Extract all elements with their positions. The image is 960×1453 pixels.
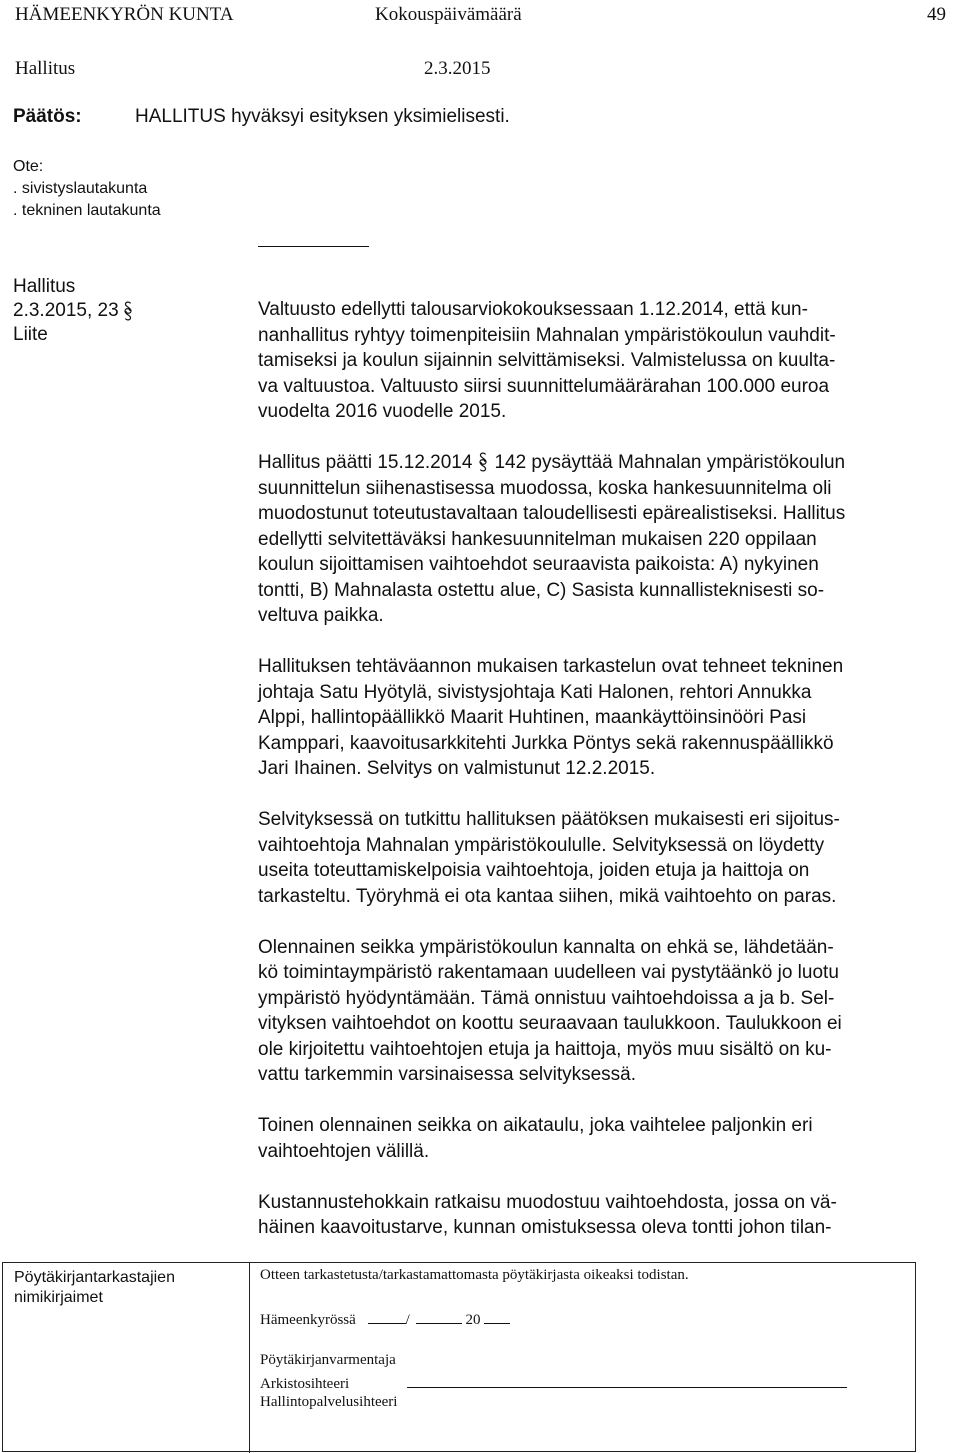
text-line: ole kirjoitettu vaihtoehtojen etuja ja haittoja, myös muu sisältö on ku-	[258, 1038, 832, 1060]
footer-box	[2, 1262, 916, 1452]
text-line: vaihtoehtoja Mahnalan ympäristökoululle. Selvityksessä on löydetty	[258, 834, 825, 856]
item-reference	[13, 299, 133, 323]
text-line: suunnittelun siihenastisessa muodossa, koska hankesuunnitelma oli	[258, 477, 832, 499]
admin-secretary-label: Hallintopalvelusihteeri	[260, 1394, 398, 1410]
body-text	[258, 297, 952, 1241]
text-line: vattu tarkemmin varsinaisessa selvityksessä.	[258, 1064, 637, 1085]
paragraph	[258, 935, 952, 1088]
footer-label-line: Pöytäkirjantarkastajien	[14, 1269, 175, 1286]
footer-initials-label	[14, 1268, 175, 1308]
header-body-name: Hallitus	[15, 58, 76, 79]
text-line: Olennainen seikka ympäristökoulun kannalta on ehkä se, lähdetään-	[258, 936, 834, 958]
separator-line	[258, 246, 369, 247]
paragraph	[258, 1113, 952, 1164]
archivist-signature-blank	[407, 1373, 847, 1388]
text-line: muodostunut toteutustavaltaan taloudellisesti epärealistiseksi. Hallitus	[258, 503, 846, 524]
paragraph	[258, 654, 952, 782]
archivist-label: Arkistosihteeri	[260, 1376, 350, 1392]
text-line: 142 pysäyttää Mahnalan ympäristökoulun	[494, 452, 846, 473]
place-label: Hämeenkyrössä	[260, 1312, 356, 1328]
attachment-label: Liite	[13, 324, 48, 345]
paragraph	[258, 807, 952, 909]
text-line: Valtuusto edellytti talousarviokokouksessaan 1.12.2014, että kun-	[258, 299, 808, 320]
text-line: kö toimintaympäristö rakentamaan uudelleen vai pystytäänkö jo luotu	[258, 962, 839, 983]
item-reference-text: 2.3.2015, 23	[13, 300, 119, 321]
text-line: Alppi, hallintopäällikkö Maarit Huhtinen, maankäyttöinsinööri Pasi	[258, 707, 807, 728]
text-line: vityksen vaihtoehdot on koottu seuraavaan taulukkoon. Taulukkoon ei	[258, 1013, 842, 1034]
archivist-line	[260, 1373, 847, 1393]
paragraph	[258, 1190, 952, 1241]
certification-text: Otteen tarkastetusta/tarkastamattomasta pöytäkirjasta oikeaksi todistan.	[260, 1267, 689, 1283]
extract-recipient: . sivistyslautakunta	[13, 180, 148, 197]
text-line: Kamppari, kaavoitusarkkitehti Jurkka Pöntys sekä rakennuspäällikkö	[258, 732, 834, 754]
text-line: johtaja Satu Hyötylä, sivistysjohtaja Kati Halonen, rehtori Annukka	[258, 681, 812, 703]
municipality-name: HÄMEENKYRÖN KUNTA	[15, 4, 234, 25]
text-line: edellytti selvitettäväksi hankesuunnitelman mukaisen 220 oppilaan	[258, 528, 817, 550]
text-line: häinen kaavoitustarve, kunnan omistuksessa oleva tontti johon tilan-	[258, 1217, 832, 1238]
section-sign-icon	[478, 450, 488, 474]
text-line: useita toteuttamiskelpoisia vaihtoehtoja, joiden etuja ja haittoja on	[258, 860, 810, 881]
extract-recipient: . tekninen lautakunta	[13, 202, 161, 219]
text-line: koulun sijoittamisen vaihtoehdot seuraavista paikoista: A) nykyinen	[258, 554, 819, 575]
meeting-date-label: Kokouspäivämäärä	[375, 4, 522, 25]
month-blank	[416, 1309, 462, 1324]
text-line: va valtuustoa. Valtuusto siirsi suunnittelumäärärahan 100.000 euroa	[258, 375, 830, 397]
signature-date-line	[260, 1309, 510, 1329]
text-line: veltuva paikka.	[258, 605, 384, 626]
text-line: Hallitus päätti 15.12.2014	[258, 452, 473, 473]
text-line: tontti, B) Mahnalasta ostettu alue, C) Sasista kunnallisteknisesti so-	[258, 579, 825, 601]
year-blank	[484, 1309, 510, 1324]
paragraph	[258, 297, 952, 425]
text-line: vuodelta 2016 vuodelle 2015.	[258, 401, 507, 422]
text-line: Jari Ihainen. Selvitys on valmistunut 12.2.2015.	[258, 758, 656, 779]
day-blank	[368, 1309, 406, 1324]
text-line: tarkasteltu. Työryhmä ei ota kantaa siihen, mikä vaihtoehto on paras.	[258, 885, 837, 907]
decision-text: HALLITUS hyväksyi esityksen yksimielisesti.	[135, 106, 510, 127]
footer-label-line: nimikirjaimet	[14, 1289, 103, 1306]
text-line: Kustannustehokkain ratkaisu muodostuu vaihtoehdosta, jossa on vä-	[258, 1191, 837, 1213]
year-label: 20	[465, 1312, 481, 1328]
text-line: nanhallitus ryhtyy toimenpiteisiin Mahnalan ympäristökoulun vauhdit-	[258, 324, 836, 346]
verifier-label: Pöytäkirjanvarmentaja	[260, 1352, 396, 1368]
item-body: Hallitus	[13, 276, 76, 297]
decision-label: Päätös:	[13, 106, 82, 127]
paragraph	[258, 450, 952, 629]
text-line: Hallituksen tehtäväannon mukaisen tarkastelun ovat tehneet tekninen	[258, 656, 844, 677]
text-line: tamiseksi ja koulun sijainnin selvittämiseksi. Valmistelussa on kuulta-	[258, 350, 836, 371]
section-sign-icon	[123, 299, 133, 323]
page-number: 49	[927, 4, 946, 25]
footer-divider	[249, 1263, 250, 1453]
date-separator: /	[405, 1312, 410, 1328]
text-line: Toinen olennainen seikka on aikataulu, joka vaihtelee paljonkin eri	[258, 1115, 813, 1136]
text-line: ympäristö hyödyntämään. Tämä onnistuu vaihtoehdoissa a ja b. Sel-	[258, 987, 835, 1009]
header-meeting-date: 2.3.2015	[424, 58, 491, 79]
extract-label: Ote:	[13, 158, 44, 175]
text-line: Selvityksessä on tutkittu hallituksen päätöksen mukaisesti eri sijoitus-	[258, 809, 840, 830]
text-line: vaihtoehtojen välillä.	[258, 1140, 430, 1162]
